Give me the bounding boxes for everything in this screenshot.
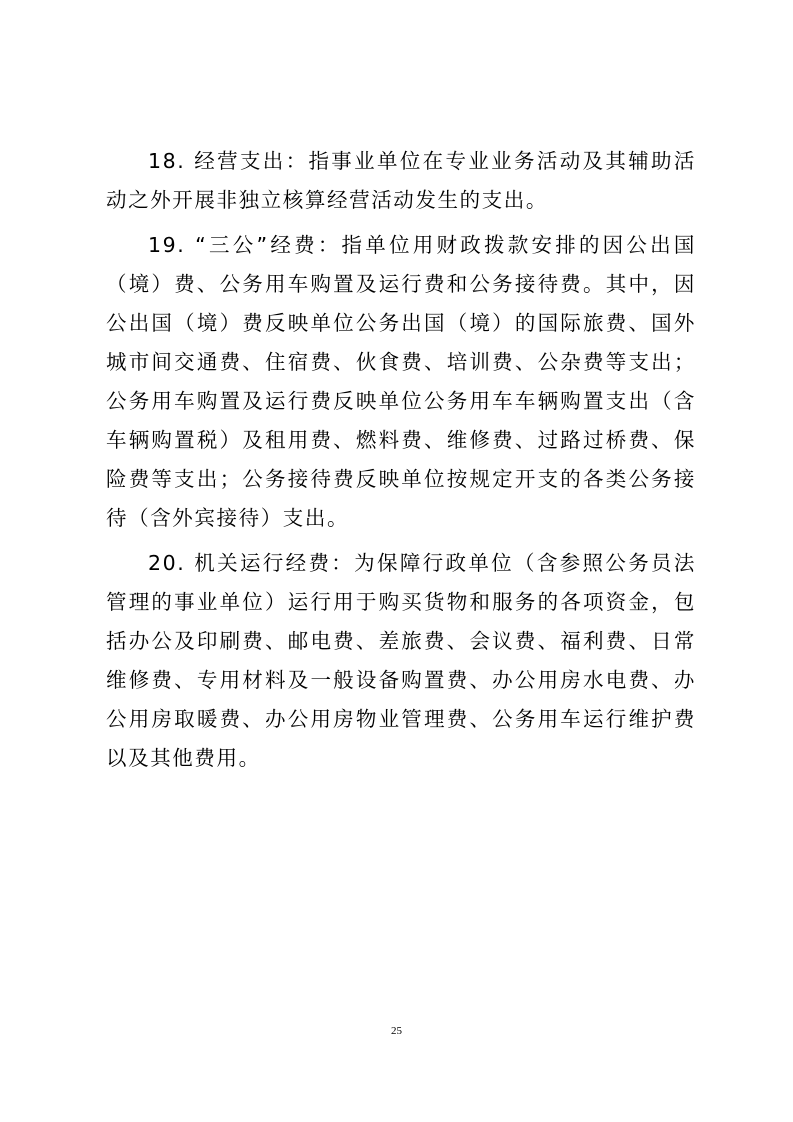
paragraph-18-operating-expenditure: 18. 经营支出：指事业单位在专业业务活动及其辅助活动之外开展非独立核算经营活动发生的支出。 — [106, 149, 696, 212]
paragraph-20-agency-operating-expenses: 20. 机关运行经费：为保障行政单位（含参照公务员法管理的事业单位）运行用于购买货物和服务的各项资金，包括办公及印刷费、邮电费、差旅费、会议费、福利费、日常维修费、专用材料及一般设备购置费、办公用房水电费、办公用房取暖费、办公用房物业管理费、公务用车运行维护费以及其他费用。 — [106, 551, 696, 770]
paragraph-19-three-public-expenses: 19. “三公”经费：指单位用财政拨款安排的因公出国（境）费、公务用车购置及运行费和公务接待费。其中，因公出国（境）费反映单位公务出国（境）的国际旅费、国外城市间交通费、住宿费、伙食费、培训费、公杂费等支出；公务用车购置及运行费反映单位公务用车车辆购置支出（含车辆购置税）及租用费、燃料费、维修费、过路过桥费、保险费等支出；公务接待费反映单位按规定开支的各类公务接待（含外宾接待）支出。 — [106, 233, 696, 530]
page-number: 25 — [391, 1025, 402, 1037]
document-body — [106, 142, 696, 784]
